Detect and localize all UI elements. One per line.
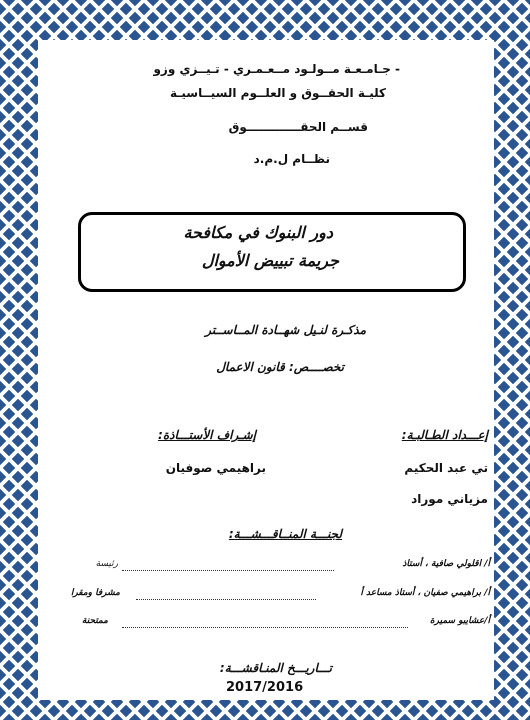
supervisor-heading: إشـراف الأستـــاذة:: [158, 428, 256, 442]
committee-member-1-name: أ/ اقلولي صافية ، أستاذ: [402, 559, 490, 569]
cover-page: [38, 40, 494, 700]
student-name-2: مزياني موراد: [411, 492, 488, 506]
thesis-title-line2: جريمة تبييض الأموال: [201, 251, 339, 270]
committee-member-3-role: ممتحنة: [81, 616, 108, 626]
student-name-1: تي عبد الحكيم: [404, 461, 488, 475]
committee-member-2-name: أ/ براهيمي صفيان ، أستاذ مساعد أ: [360, 588, 490, 598]
committee-member-3-name: أ/عشايبو سميرة: [429, 616, 490, 626]
defense-date-label: تـــاريـــخ المنـاقشـــة:: [219, 661, 332, 675]
degree-system: نظــام ل.م.د: [253, 152, 330, 166]
students-heading: إعـــداد الطـالبـة:: [401, 428, 488, 442]
committee-member-1-role: رئيسة: [95, 559, 118, 569]
faculty-name: كليـة الحقــوق و العلــوم السيــاسيـة: [169, 86, 386, 100]
committee-heading: لجنـــة المنــاقـــشـــة:: [228, 527, 342, 541]
specialty: تخصــــص: قانون الاعمال: [216, 360, 344, 374]
dotted-line: [122, 627, 408, 628]
thesis-title-line1: دور البنوك في مكافحة: [183, 223, 333, 242]
dotted-line: [122, 570, 334, 571]
dotted-line: [136, 599, 316, 600]
thesis-title-box: [78, 212, 466, 292]
university-name: - جـامـعـة مــولـود مــعـمـري - تـيــزي وزو: [153, 62, 400, 76]
committee-member-2-role: مشرفا ومقرا: [70, 588, 120, 598]
supervisor-name: براهيمي صوفيان: [165, 461, 266, 475]
academic-year: 2017/2016: [226, 680, 304, 695]
memo-purpose: مذكـرة لنـيل شهــادة المــاســتر: [205, 323, 366, 337]
department-name: قســم الحقـــــــــــــوق: [228, 120, 368, 134]
